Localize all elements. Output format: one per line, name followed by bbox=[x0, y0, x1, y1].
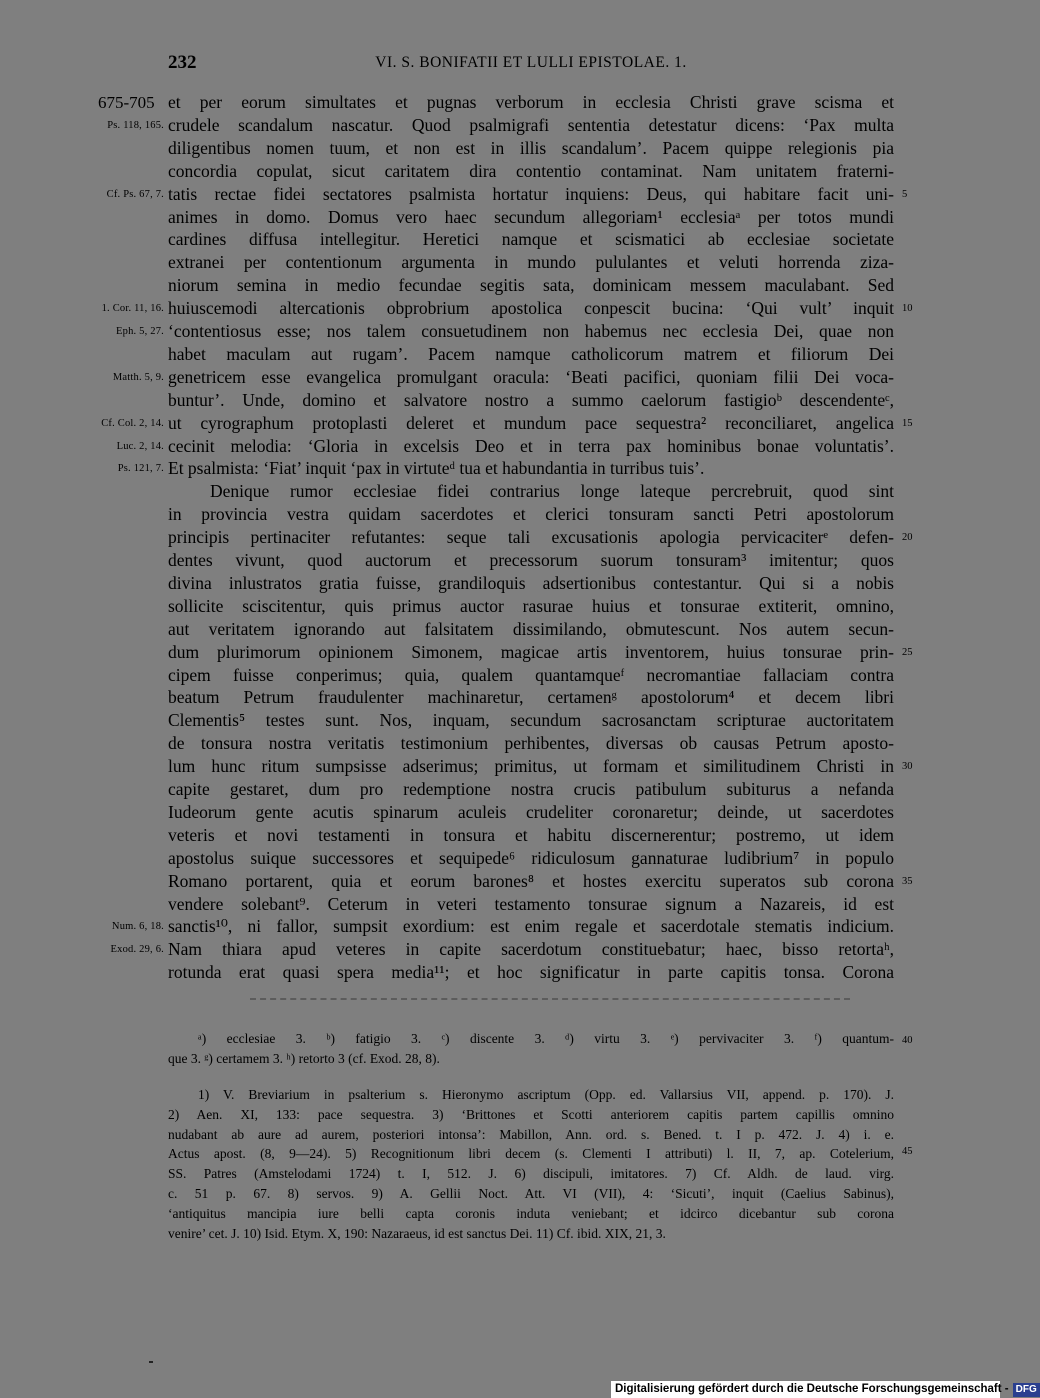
margin-reference: Cf. Col. 2, 14. bbox=[101, 417, 164, 429]
text-line: lum hunc ritum sumpsisse adserimus; primitus, ut formam et similitudinem Christi in bbox=[168, 756, 894, 777]
date-range-margin: 675-705 bbox=[98, 93, 155, 112]
running-title: VI. S. BONIFATII ET LULLI EPISTOLAE. 1. bbox=[375, 54, 687, 71]
text-line: in provincia vestra quidam sacerdotes et clerici tonsuram sancti Petri apostolorum bbox=[168, 504, 894, 525]
scan-speck bbox=[149, 1361, 153, 1363]
footnote-line: SS. Patres (Amstelodami 1724) t. I, 512. J. 6) discipuli, imitatores. 7) Cf. Aldh. de laud. virg. bbox=[168, 1166, 894, 1182]
text-line: aut veritatem ignorando aut falsitatem dissimilando, obmutescunt. Nos autem secun- bbox=[168, 618, 894, 639]
text-line: beatum Petrum fraudulenter machinaretur, certamenᵍ apostolorum⁴ et decem libri bbox=[168, 687, 894, 708]
text-line: extranei per contentionum argumenta in mundo pululantes et veluti horrenda ziza- bbox=[168, 252, 894, 273]
footnote-line: 1) V. Breviarium in psalterium s. Hieronymo ascriptum (Opp. ed. Vallarsius VII, append. p. 170). J. bbox=[198, 1087, 894, 1102]
line-number: 25 bbox=[902, 646, 913, 658]
page-header bbox=[168, 52, 894, 76]
footer-text: Digitalisierung gefördert durch die Deutsche Forschungsgemeinschaft - bbox=[615, 1383, 1009, 1395]
margin-reference: 1. Cor. 11, 16. bbox=[101, 303, 164, 315]
text-line: niorum semina in medio fecundae segitis sata, dominicam messem maculabant. Sed bbox=[168, 275, 894, 296]
line-number: 10 bbox=[902, 303, 913, 315]
margin-reference: Eph. 5, 27. bbox=[116, 326, 164, 337]
text-line: huiuscemodi altercationis obprobrium apostolica conpescit bucina: ‘Qui vult’ inquit bbox=[168, 298, 894, 319]
margin-reference: Luc. 2, 14. bbox=[116, 440, 164, 452]
margin-reference: Ps. 121, 7. bbox=[117, 463, 164, 475]
text-line: ‘contentiosus esse; nos talem consuetudinem non habemus nec ecclesia Dei, quae non bbox=[168, 321, 894, 341]
line-number: 5 bbox=[902, 188, 908, 200]
page-number: 232 bbox=[168, 52, 197, 73]
margin-reference: Num. 6, 18. bbox=[111, 921, 164, 933]
margin-reference: Exod. 29, 6. bbox=[110, 944, 164, 956]
text-line: vendere solebant⁹. Ceterum in veteri testamento tonsurae signum a Nazareis, id est bbox=[168, 893, 894, 914]
text-line: crudele scandalum nascatur. Quod psalmigrafi sententia detestatur dicens: ‘Pax multa bbox=[168, 114, 894, 135]
text-line: animes in domo. Domus vero haec secundum allegoriam¹ ecclesiaᵃ per totos mundi bbox=[168, 206, 894, 227]
text-line: habet maculam aut rugam’. Pacem namque catholicorum matrem et filiorum Dei bbox=[168, 343, 894, 364]
line-number: 15 bbox=[902, 417, 913, 429]
dfg-logo[interactable]: DFG bbox=[1013, 1383, 1040, 1397]
text-line: Nam thiara apud veteres in capite sacerdotum constituebatur; haec, bisso retortaʰ, bbox=[168, 939, 894, 960]
footnote-divider bbox=[250, 998, 850, 1002]
text-line: divina inlustratos gratia fuisse, grandiloquis adsertionibus contestantur. Qui si a nobis bbox=[168, 572, 894, 593]
text-line: rotunda erat quasi spera media¹¹; et hoc significatur in parte capitis tonsa. Corona bbox=[168, 962, 894, 983]
notes-line-number: 45 bbox=[902, 1146, 913, 1157]
text-line: sollicite sciscitentur, quis primus auctor rasurae huius et tonsurae extiterit, omnino, bbox=[168, 595, 894, 616]
text-line: sanctis¹⁰, ni fallor, sumpsit exordium: est enim regale et sacerdotale stematis indicium. bbox=[168, 916, 894, 937]
text-line: diligentibus nomen tuum, et non est in illis scandalum’. Pacem quippe relegionis pia bbox=[168, 137, 894, 158]
text-line: Iudeorum gente acutis spinarum aculeis crudeliter coronaretur; deinde, ut sacerdotes bbox=[168, 801, 894, 822]
funding-footer bbox=[611, 1381, 1037, 1398]
line-number: 20 bbox=[902, 532, 913, 544]
footnote-line: Actus apost. (8, 9—24). 5) Recognitionum libri decem (s. Clementi I attributi) l. II, 7, ap. Cotelerium, bbox=[168, 1146, 894, 1162]
footnote-line: nudabant ab aure ad aurem, posteriori intonsa’: Mabillon, Ann. ord. s. Bened. t. I p. 472. J. 4) i. e. bbox=[168, 1126, 894, 1142]
margin-reference: Matth. 5, 9. bbox=[112, 371, 164, 383]
text-line: cipem fuisse conperimus; quia, qualem quantamqueᶠ necromantiae fallaciam contra bbox=[168, 664, 894, 685]
text-line: de tonsura nostra veritatis testimonium perhibentes, diversas ob causas Petrum aposto- bbox=[168, 733, 894, 754]
text-line: Romano portarent, quia et eorum barones⁸ et hostes exercitu superatos sub corona bbox=[168, 870, 894, 891]
text-line: cardines diffusa intellegitur. Heretici namque et scismatici ab ecclesiae societate bbox=[168, 229, 894, 250]
footnote-line: ‘antiquitus mancipia iure belli capta coronis induta veniebant; et idcirco dicebantur sub corona bbox=[168, 1205, 894, 1221]
text-line: tatis rectae fidei sectatores psalmista hortatur inquiens: Deus, qui habitare facit uni- bbox=[168, 183, 894, 204]
text-line: cecinit melodia: ‘Gloria in excelsis Deo et in terra pax hominibus bonae voluntatis’. bbox=[168, 435, 894, 456]
text-line: veteris et novi testamenti in tonsura et habitu discernerentur; postremo, ut idem bbox=[168, 824, 894, 845]
line-number: 35 bbox=[902, 875, 913, 887]
text-line: buntur’. Unde, domino et salvatore nostro a summo caelorum fastigioᵇ descendenteᶜ, bbox=[168, 389, 894, 410]
text-line: Clementis⁵ testes sunt. Nos, inquam, secundum sacrosanctam scripturae auctoritatem bbox=[168, 710, 894, 731]
footnote-line: c. 51 p. 67. 8) servos. 9) A. Gellii Noct. Att. VI (VII), 4: ‘Sicuti’, inquit (Caelius Sabinus), bbox=[168, 1186, 894, 1201]
text-line: Et psalmista: ‘Fiat’ inquit ‘pax in virtuteᵈ tua et habundantia in turribus tuis’. bbox=[168, 458, 705, 479]
text-line: apostolus suique successores et sequipede⁶ ridiculosum gannaturae ludibrium⁷ in populo bbox=[168, 847, 894, 868]
text-line: et per eorum simultates et pugnas verborum in ecclesia Christi grave scisma et bbox=[168, 92, 894, 112]
text-line: dentes vivunt, quod auctorum et precessorum suorum tonsuram³ imitentur; quos bbox=[168, 550, 894, 570]
apparatus-line-number: 40 bbox=[902, 1035, 913, 1046]
margin-reference: Cf. Ps. 67, 7. bbox=[106, 188, 164, 200]
footnote-line: 2) Aen. XI, 133: pace sequestra. 3) ‘Brittones et Scotti anteriorem capitis partem capillis omnino bbox=[168, 1106, 894, 1122]
text-line: capite gestaret, dum pro redemptione nostra crucis patibulum subiturus a nefanda bbox=[168, 779, 894, 799]
footnote-line: venire’ cet. J. 10) Isid. Etym. X, 190: Nazaraeus, id est sanctus Dei. 11) Cf. ibid. XIX, 21, 3. bbox=[168, 1225, 666, 1241]
margin-reference: Ps. 118, 165. bbox=[107, 119, 164, 131]
text-line: dum plurimorum opinionem Simonem, magicae artis inventorem, huius tonsurae prin- bbox=[168, 641, 894, 662]
text-line: ut cyrographum protoplasti deleret et mundum pace sequestra² reconciliaret, angelica bbox=[168, 412, 894, 433]
text-line: genetricem esse evangelica promulgant oracula: ‘Beati pacifici, quoniam filii Dei voca- bbox=[168, 366, 894, 387]
text-line: principis pertinaciter refutantes: seque tali excusationis apologia pervicaciterᵉ defen- bbox=[168, 527, 894, 548]
apparatus-line: que 3. ᵍ) certamem 3. ʰ) retorto 3 (cf. Exod. 28, 8). bbox=[168, 1051, 440, 1066]
text-line: Denique rumor ecclesiae fidei contrarius longe lateque percrebruit, quod sint bbox=[210, 481, 894, 502]
apparatus-line: ᵃ) ecclesiae 3. ᵇ) fatigio 3. ᶜ) discente 3. ᵈ) virtu 3. ᵉ) pervivaciter 3. ᶠ) quantum- bbox=[198, 1031, 894, 1046]
text-line: concordia copulat, sicut caritatem dira contentio contaminat. Nam unitatem fraterni- bbox=[168, 160, 894, 181]
line-number: 30 bbox=[902, 761, 913, 773]
